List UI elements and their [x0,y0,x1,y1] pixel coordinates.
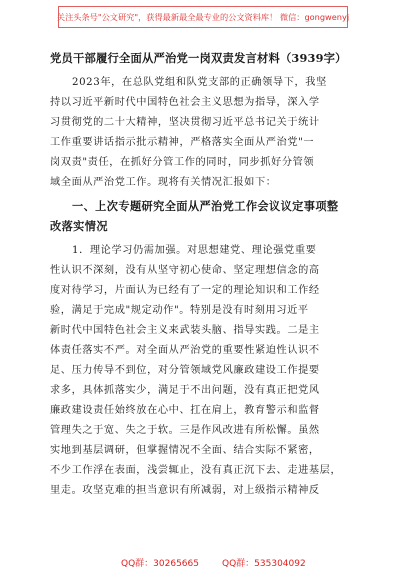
paragraph-line: 工作重要讲话指示批示精神，严格落实全面从严治党"一 [50,137,315,148]
paragraph-line: 管理失之于宽、失之于软。三是作风改进有所松懈。虽然 [50,425,320,436]
paragraph-line: 性认识不深刻，没有从坚守初心使命、坚定理想信念的高 [50,265,320,276]
paragraph-line: 1．理论学习仍需加强。对思想建党、理论强党重要 [72,245,317,256]
paragraph-line: 里走。攻坚克难的担当意识有所减弱，对上级指示精神反 [50,485,320,496]
qq-group-2: QQ群：535304092 [222,559,306,569]
paragraph-line: 足、压力传导不到位，对分管领域党风廉政建设工作提要 [50,365,320,376]
paragraph-line: 度对待学习，片面认为已经有了一定的理论知识和工作经 [50,285,320,296]
paragraph-line: 廉政建设责任始终放在心中、扛在肩上，教育警示和监督 [50,405,320,416]
paragraph-line: 新时代中国特色社会主义来武装头脑、指导实践。二是主 [50,325,320,336]
paragraph-line: 2023年，在总队党组和队党支部的正确领导下，我坚 [72,77,327,88]
promo-banner: 关注头条号"公文研究"，获得最新最全最专业的公文资料库！ 微信：gongwenyj [58,6,348,28]
paragraph-line: 实地到基层调研，但掌握情况不全面、结合实际不紧密， [50,445,320,456]
paragraph-line: 不少工作浮在表面，浅尝辄止，没有真正沉下去、走进基层， [50,465,342,476]
paragraph-line: 体责任落实不严。对全面从严治党的重要性紧迫性认识不 [50,345,320,356]
qq-group-1: QQ群：30265665 [121,559,199,569]
paragraph-line: 求多，具体抓落实少，满足于不出问题，没有真正把党风 [50,385,320,396]
paragraph-line: 岗双责"责任，在抓好分管工作的同时，同步抓好分管领 [50,157,315,168]
page-footer [0,556,408,574]
paragraph-line: 习贯彻党的二十大精神，坚决贯彻习近平总书记关于统计 [50,117,320,128]
paragraph-line: 验，满足于完成"规定动作"。特别是没有时刻用习近平 [50,305,309,316]
paragraph-line: 持以习近平新时代中国特色社会主义思想为指导，深入学 [50,97,320,108]
section-heading: 一、上次专题研究全面从严治党工作会议议定事项整 [72,199,339,213]
document-title: 党员干部履行全面从严治党一岗双责发言材料（3939字） [50,51,347,65]
paragraph-line: 域全面从严治党工作。现将有关情况汇报如下： [50,177,277,188]
section-heading: 改落实情况 [50,219,108,233]
